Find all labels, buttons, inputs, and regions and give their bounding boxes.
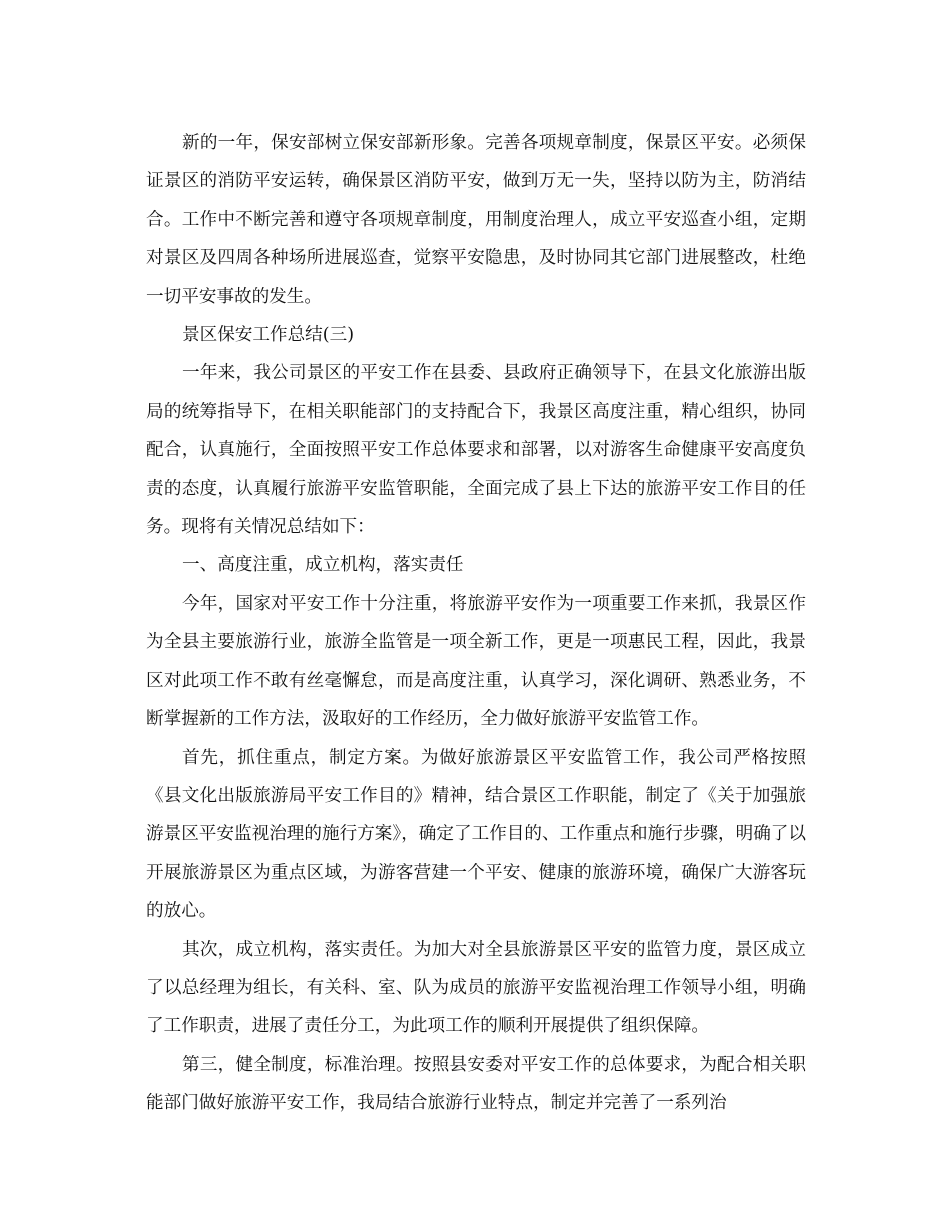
paragraph-security-dept-new-year: 新的一年，保安部树立保安部新形象。完善各项规章制度，保景区平安。必须保证景区的消防平安运转，确保景区消防平安，做到万无一失，坚持以防为主，防消结合。工作中不断完善和遵守各项规章制度，用制度治理人，成立平安巡查小组，定期对景区及四周各种场所进展巡查，觉察平安隐患，及时协同其它部门进展整改，杜绝一切平安事故的发生。 [146,133,806,307]
paragraph-year-overview: 一年来，我公司景区的平安工作在县委、县政府正确领导下，在县文化旅游出版局的统筹指导下，在相关职能部门的支持配合下，我景区高度注重，精心组织，协同配合，认真施行，全面按照平安工作总体要求和部署，以对游客生命健康平安高度负责的态度，认真履行旅游平安监管职能，全面完成了县上下达的旅游平安工作目的任务。现将有关情况总结如下： [146,363,806,538]
paragraph-second-point: 其次，成立机构，落实责任。为加大对全县旅游景区平安的监管力度，景区成立了以总经理为组长，有关科、室、队为成员的旅游平安监视治理工作领导小组，明确了工作职责，进展了责任分工，为此项工作的顺利开展提供了组织保障。 [146,939,806,1037]
document-body [146,124,806,1123]
section-title-summary-three: 景区保安工作总结(三) [182,325,355,346]
paragraph-this-year: 今年，国家对平安工作十分注重，将旅游平安作为一项重要工作来抓，我景区作为全县主要旅游行业，旅游全监管是一项全新工作，更是一项惠民工程，因此，我景区对此项工作不敢有丝毫懈怠，而是高度注重，认真学习，深化调研、熟悉业务，不断掌握新的工作方法，汲取好的工作经历，全力做好旅游平安监管工作。 [146,593,806,730]
section-heading-one: 一、高度注重，成立机构，落实责任 [182,555,464,576]
paragraph-third-point: 第三，健全制度，标准治理。按照县安委对平安工作的总体要求，为配合相关职能部门做好旅游平安工作，我局结合旅游行业特点，制定并完善了一系列治 [146,1054,806,1114]
paragraph-first-point: 首先，抓住重点，制定方案。为做好旅游景区平安监管工作，我公司严格按照《县文化出版旅游局平安工作目的》精神，结合景区工作职能，制定了《关于加强旅游景区平安监视治理的施行方案》，确定了工作目的、工作重点和施行步骤，明确了以开展旅游景区为重点区域，为游客营建一个平安、健康的旅游环境，确保广大游客玩的放心。 [146,747,806,922]
